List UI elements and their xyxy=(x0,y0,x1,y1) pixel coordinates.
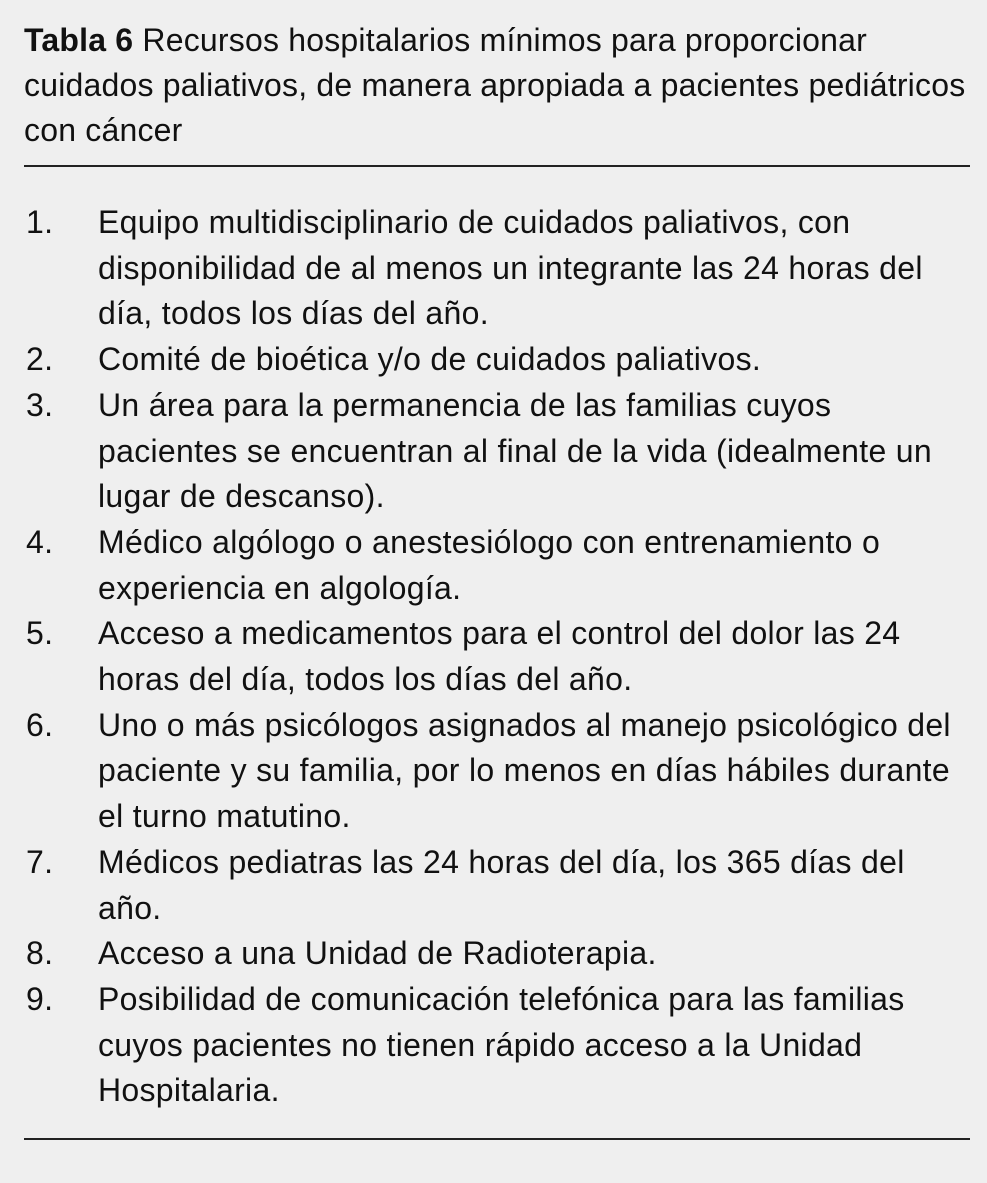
table-container xyxy=(24,18,970,1140)
item-number: 7. xyxy=(26,843,54,880)
item-text: Equipo multidisciplinario de cuidados paliativos, con disponibilidad de al menos un integrante las 24 horas del día, todos los días del año. xyxy=(98,204,923,332)
list-item xyxy=(24,611,970,702)
list-item xyxy=(24,383,970,520)
item-number: 8. xyxy=(26,935,54,972)
bottom-rule xyxy=(24,1138,970,1140)
table-caption xyxy=(24,18,970,153)
item-number: 1. xyxy=(26,204,54,240)
list-item xyxy=(24,200,970,337)
table-label: Tabla 6 xyxy=(24,22,134,58)
list-item xyxy=(24,931,970,977)
item-number: 6. xyxy=(26,706,54,743)
item-number: 3. xyxy=(26,386,54,423)
item-number: 4. xyxy=(26,523,54,560)
item-text: Médicos pediatras las 24 horas del día, los 365 días del año. xyxy=(98,843,905,926)
item-text: Acceso a medicamentos para el control del dolor las 24 horas del día, todos los días del año. xyxy=(98,615,901,698)
item-number: 9. xyxy=(26,980,54,1017)
list-item xyxy=(24,703,970,840)
table-title: Recursos hospitalarios mínimos para proporcionar cuidados paliativos, de manera apropiada a pacientes pediátricos con cáncer xyxy=(24,22,966,148)
item-text: Un área para la permanencia de las familias cuyos pacientes se encuentran al final de la vida (idealmente un lugar de descanso). xyxy=(98,386,932,515)
item-text: Médico algólogo o anestesiólogo con entrenamiento o experiencia en algología. xyxy=(98,523,881,606)
resource-list xyxy=(24,167,970,1138)
item-text: Posibilidad de comunicación telefónica para las familias cuyos pacientes no tienen rápido acceso a la Unidad Hospitalaria. xyxy=(98,980,905,1109)
list-item xyxy=(24,337,970,383)
item-number: 5. xyxy=(26,615,54,652)
item-number: 2. xyxy=(26,341,54,378)
item-text: Comité de bioética y/o de cuidados paliativos. xyxy=(98,341,762,378)
list-item xyxy=(24,977,970,1114)
list-item xyxy=(24,840,970,931)
item-text: Uno o más psicólogos asignados al manejo psicológico del paciente y su familia, por lo menos en días hábiles durante el turno matutino. xyxy=(98,706,951,835)
list-item xyxy=(24,520,970,611)
item-text: Acceso a una Unidad de Radioterapia. xyxy=(98,935,657,972)
